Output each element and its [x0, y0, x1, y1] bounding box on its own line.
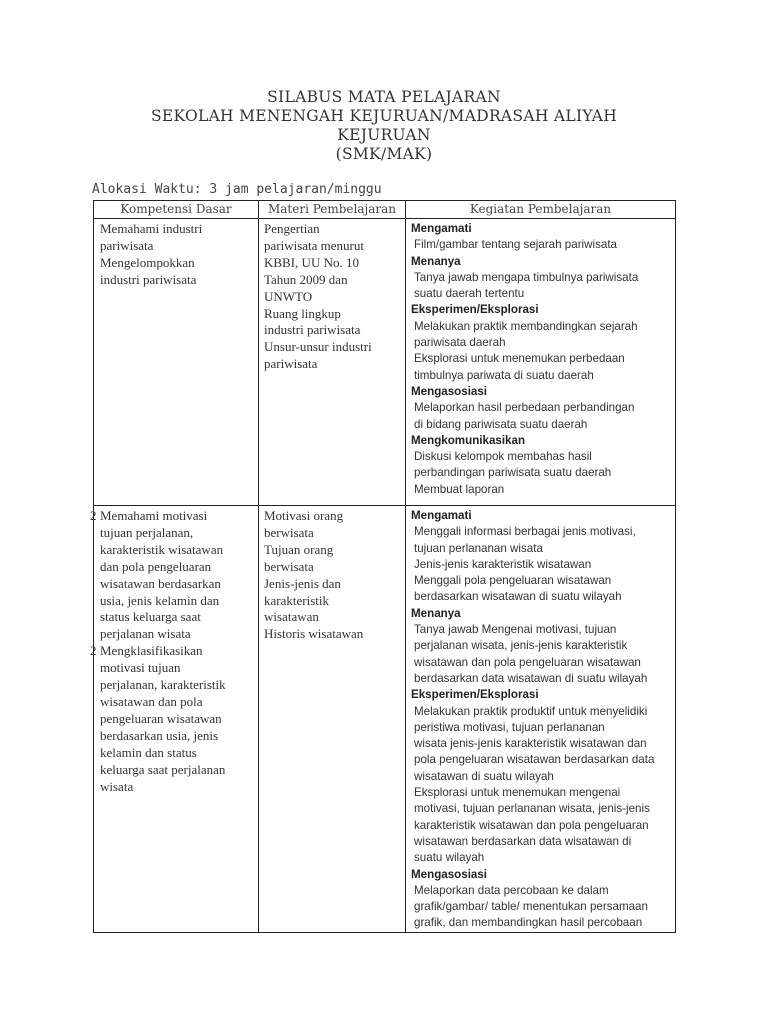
competency-line: [100, 779, 258, 796]
materi-line: pariwisata: [264, 356, 318, 372]
activity-line: Eksplorasi untuk menemukan mengenai: [414, 786, 621, 800]
materi-line: industri pariwisata: [264, 322, 361, 338]
activity-line: Menggali informasi berbagai jenis motivasi,: [414, 525, 636, 539]
competency-number: 2: [90, 643, 97, 659]
competency-text: tujuan perjalanan,: [100, 524, 194, 540]
materi-line: Ruang lingkup: [264, 305, 341, 321]
competency-text: wisatawan berdasarkan: [100, 575, 221, 591]
kompetensi-dasar-cell: [94, 219, 259, 506]
kompetensi-dasar-cell: [90, 506, 259, 933]
competency-text: dan pola pengeluaran: [100, 558, 212, 574]
materi-line: berwisata: [264, 558, 314, 574]
materi-line: Unsur-unsur industri: [264, 339, 372, 355]
competency-text: status keluarga saat: [100, 609, 201, 625]
activity-line: Film/gambar tentang sejarah pariwisata: [414, 238, 617, 252]
competency-line: Memahami industri: [100, 221, 203, 236]
activity-heading: Mengamati: [411, 509, 472, 522]
competency-line: [100, 677, 258, 694]
competency-line: [100, 745, 258, 762]
activity-line: Membuat laporan: [414, 482, 505, 496]
activity-line: Diskusi kelompok membahas hasil: [414, 450, 592, 464]
activity-heading: Mengasosiasi: [411, 867, 488, 881]
activity-line: Jenis-jenis karakteristik wisatawan: [414, 557, 592, 571]
competency-line: [100, 559, 258, 576]
competency-text: Mengklasifikasikan: [100, 643, 203, 659]
activity-line: Melakukan praktik produktif untuk menyelidiki: [414, 704, 648, 718]
materi-line: wisatawan: [264, 609, 319, 625]
competency-text: kelamin dan status: [100, 744, 197, 760]
materi-line: Motivasi orang: [264, 508, 344, 523]
materi-line: Historis wisatawan: [264, 626, 364, 642]
activity-line: Tanya jawab mengapa timbulnya pariwisata: [414, 270, 639, 284]
competency-line: [100, 626, 258, 643]
activity-line: Tanya jawab Mengenai motivasi, tujuan: [414, 623, 617, 637]
activity-line: suatu wilayah: [414, 851, 485, 865]
activity-line: berdasarkan wisatawan di suatu wilayah: [414, 590, 622, 604]
header-materi-pembelajaran: Materi Pembelajaran: [259, 201, 406, 219]
activity-line: timbulnya pariwata di suatu daerah: [414, 368, 594, 382]
activity-line: berdasarkan data wisatawan di suatu wilayah: [414, 671, 648, 685]
kegiatan-cell: [406, 219, 676, 506]
competency-line: [100, 694, 258, 711]
activity-heading: Mengamati: [411, 222, 472, 235]
document-title: [0, 88, 768, 164]
competency-text: wisatawan dan pola: [100, 693, 203, 709]
competency-line: Mengelompokkan: [100, 254, 195, 270]
competency-text: berdasarkan usia, jenis: [100, 727, 219, 743]
competency-text: usia, jenis kelamin dan: [100, 592, 220, 608]
competency-line: [100, 593, 258, 610]
activity-line: tujuan perlananan wisata: [414, 541, 543, 555]
materi-line: Pengertian: [264, 221, 320, 236]
materi-cell: [259, 219, 406, 506]
activity-line: di bidang pariwisata suatu daerah: [414, 417, 588, 431]
materi-line: Tahun 2009 dan: [264, 271, 348, 287]
materi-line: karakteristik: [264, 592, 329, 608]
competency-text: pengeluaran wisatawan: [100, 710, 222, 726]
materi-line: Jenis-jenis dan: [264, 575, 341, 591]
activity-line: perjalanan wisata, jenis-jenis karakteristik: [414, 639, 628, 653]
materi-line: berwisata: [264, 524, 314, 540]
activity-line: motivasi, tujuan perlananan wisata, jenis-jenis: [414, 802, 650, 816]
materi-cell: [259, 506, 406, 933]
competency-line: industri pariwisata: [100, 271, 197, 287]
activity-line: Eksplorasi untuk menemukan perbedaan: [414, 352, 625, 366]
competency-line: [100, 728, 258, 745]
competency-text: perjalanan, karakteristik: [100, 677, 226, 693]
activity-line: wisata jenis-jenis karakteristik wisatawan dan: [414, 737, 647, 751]
activity-line: Menggali pola pengeluaran wisatawan: [414, 574, 612, 588]
activity-heading: Mengasosiasi: [411, 384, 488, 398]
competency-text: motivasi tujuan: [100, 660, 181, 676]
competency-line: [100, 711, 258, 728]
activity-line: wisatawan dan pola pengeluaran wisatawan: [414, 655, 641, 669]
table-header-row: [94, 201, 676, 219]
activity-heading: Mengkomunikasikan: [411, 433, 526, 447]
activity-heading: Menanya: [411, 606, 461, 620]
competency-text: karakteristik wisatawan: [100, 541, 224, 557]
activity-line: grafik/gambar/ table/ menentukan persamaan: [414, 900, 648, 914]
competency-line: [100, 609, 258, 626]
competency-line: [100, 762, 258, 779]
header-kegiatan-pembelajaran: Kegiatan Pembelajaran: [406, 201, 676, 219]
title-line: KEJURUAN: [337, 126, 431, 144]
competency-line: [100, 542, 258, 559]
activity-line: Melakukan praktik membandingkan sejarah: [414, 319, 638, 333]
alokasi-waktu: Alokasi Waktu: 3 jam pelajaran/minggu: [92, 182, 382, 197]
activity-line: pola pengeluaran wisatawan berdasarkan data: [414, 753, 655, 767]
competency-text: perjalanan wisata: [100, 626, 191, 642]
activity-line: wisatawan di suatu wilayah: [414, 769, 554, 783]
activity-line: suatu daerah tertentu: [414, 287, 525, 301]
title-line: (SMK/MAK): [335, 145, 433, 163]
header-kompetensi-dasar: Kompetensi Dasar: [94, 201, 259, 219]
table-row: [94, 506, 676, 933]
competency-number: 2: [90, 508, 97, 523]
competency-line: [100, 576, 258, 593]
activity-heading: Menanya: [411, 254, 461, 268]
activity-heading: Eksperimen/Eksplorasi: [411, 303, 539, 317]
materi-line: Tujuan orang: [264, 541, 334, 557]
activity-line: pariwisata daerah: [414, 336, 506, 350]
activity-line: perbandingan pariwisata suatu daerah: [414, 466, 612, 480]
competency-line: pariwisata: [100, 237, 154, 253]
table-row: [94, 219, 676, 506]
materi-line: KBBI, UU No. 10: [264, 254, 359, 270]
silabus-table: [90, 200, 676, 933]
competency-text: keluarga saat perjalanan: [100, 761, 226, 777]
activity-line: peristiwa motivasi, tujuan perlananan: [414, 720, 605, 734]
activity-line: karakteristik wisatawan dan pola pengeluaran: [414, 818, 649, 832]
activity-line: grafik, dan membandingkan hasil percobaan: [414, 916, 643, 930]
competency-line: [100, 525, 258, 542]
competency-line: [100, 660, 258, 677]
competency-text: wisata: [100, 778, 134, 794]
activity-line: Melaporkan hasil perbedaan perbandingan: [414, 401, 635, 415]
title-line: SEKOLAH MENENGAH KEJURUAN/MADRASAH ALIYAH: [150, 107, 618, 125]
activity-heading: Eksperimen/Eksplorasi: [411, 688, 539, 702]
title-line: SILABUS MATA PELAJARAN: [267, 88, 501, 106]
materi-line: pariwisata menurut: [264, 237, 364, 253]
activity-line: wisatawan berdasarkan data wisatawan di: [414, 834, 632, 848]
kegiatan-cell: [406, 506, 676, 933]
competency-line: [90, 508, 258, 525]
competency-text: Memahami motivasi: [100, 508, 208, 523]
competency-line: [90, 643, 258, 660]
materi-line: UNWTO: [264, 288, 313, 304]
activity-line: Melaporkan data percobaan ke dalam: [414, 883, 609, 897]
